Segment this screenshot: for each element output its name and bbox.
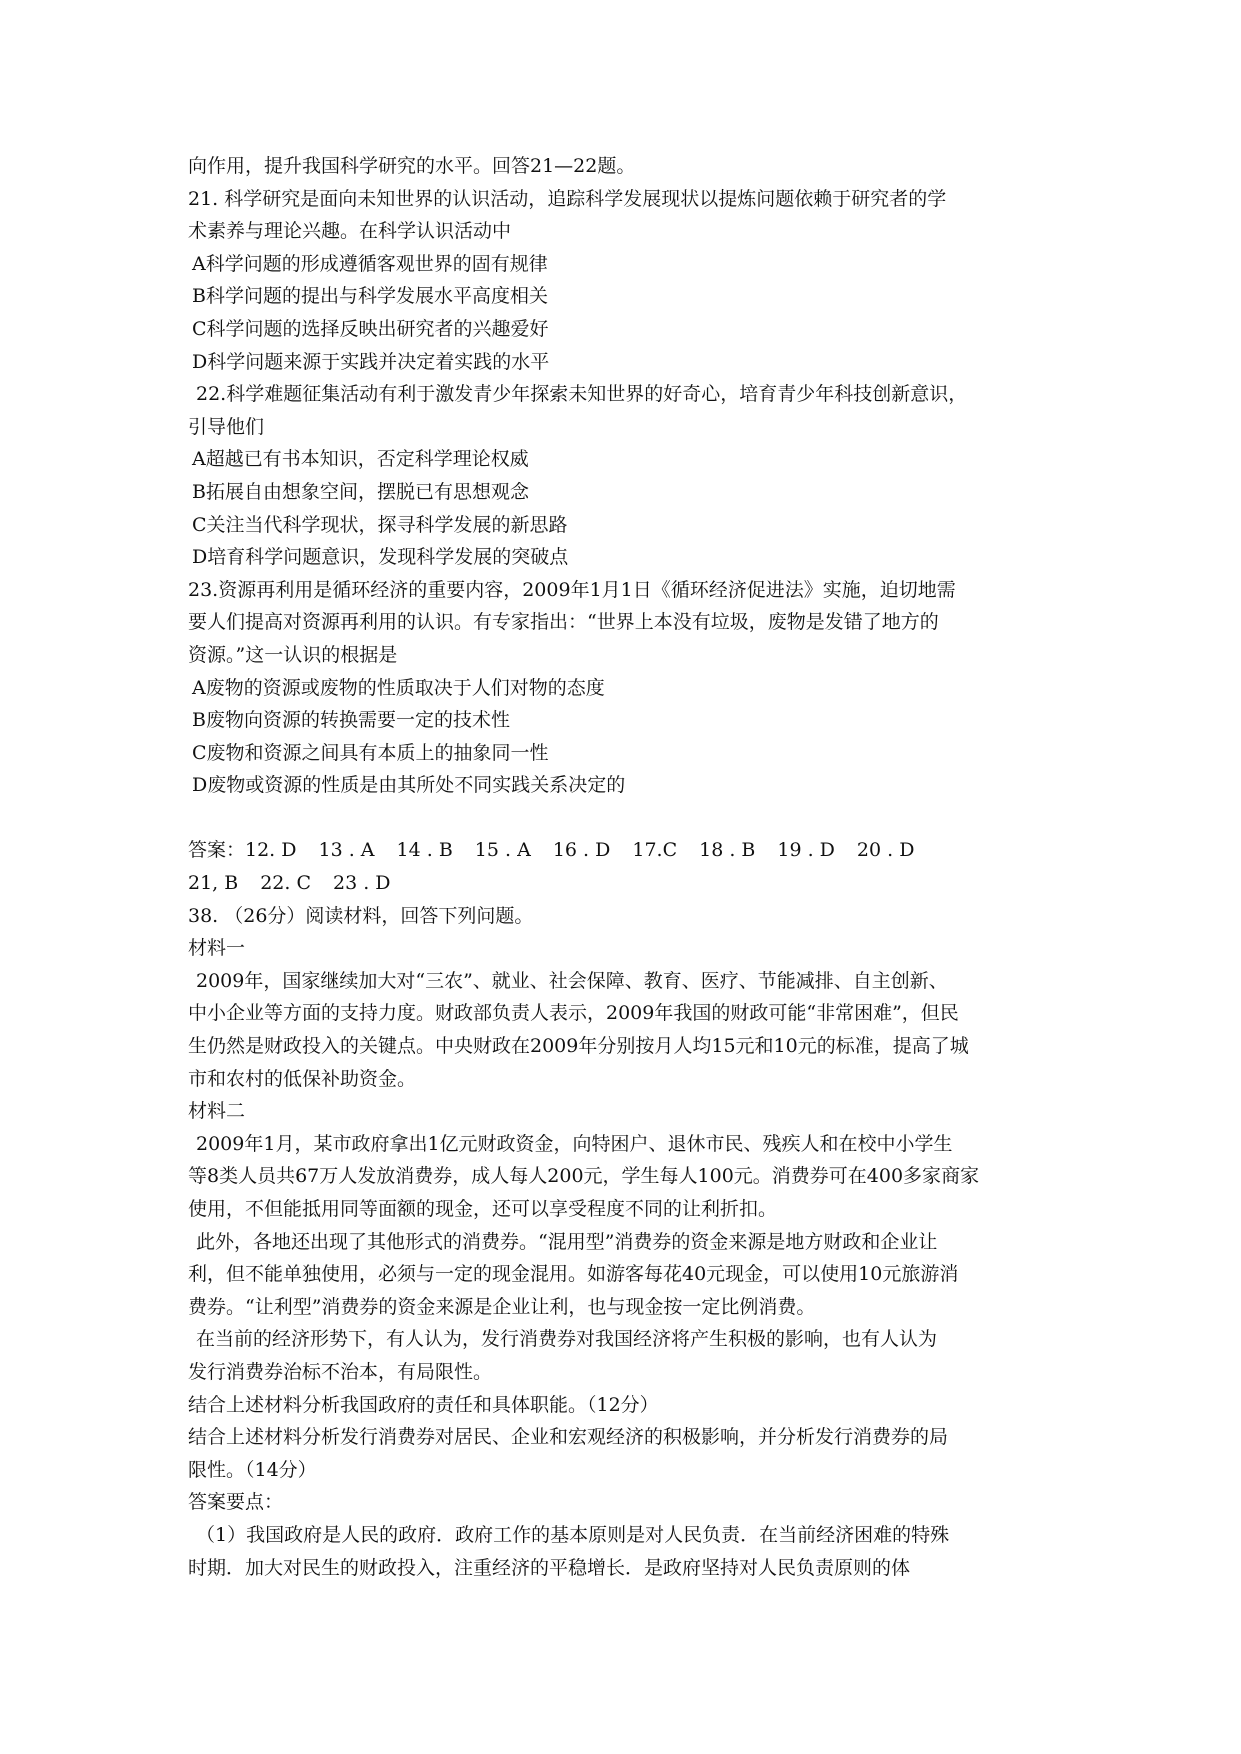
task-line: 结合上述材料分析我国政府的责任和具体职能。（12分） bbox=[188, 1393, 659, 1416]
q21-option-a: A科学问题的形成遵循客观世界的固有规律 bbox=[192, 252, 548, 275]
q22-option-a: A超越已有书本知识，否定科学理论权威 bbox=[192, 448, 529, 471]
material-2-line: 此外，各地还出现了其他形式的消费券。“混用型”消费券的资金来源是地方财政和企业让 bbox=[196, 1230, 938, 1253]
material-2-label: 材料二 bbox=[188, 1100, 246, 1123]
answer-item: 19 . D bbox=[777, 839, 835, 862]
q23-stem-1: 23.资源再利用是循环经济的重要内容，2009年1月1日《循环经济促进法》实施，迫切地需 bbox=[188, 578, 956, 601]
question-38 bbox=[188, 900, 1068, 1584]
q22-option-d: D培育科学问题意识，发现科学发展的突破点 bbox=[192, 546, 569, 569]
material-1-line: 2009年，国家继续加大对“三农”、就业、社会保障、教育、医疗、节能减排、自主创新、 bbox=[196, 969, 948, 992]
q21-option-b: B科学问题的提出与科学发展水平高度相关 bbox=[192, 285, 548, 308]
answer-key-label: 答案要点： bbox=[188, 1491, 284, 1514]
q22-stem-1: 22.科学难题征集活动有利于激发青少年探索未知世界的好奇心，培育青少年科技创新意识， bbox=[196, 383, 968, 406]
document-page bbox=[188, 150, 1068, 1584]
answer-row-2 bbox=[188, 867, 1068, 900]
q22-option-c: C关注当代科学现状，探寻科学发展的新思路 bbox=[192, 513, 568, 536]
answer-item: 17.C bbox=[632, 839, 678, 862]
material-2-line: 使用，不但能抵用同等面额的现金，还可以享受程度不同的让利折扣。 bbox=[188, 1198, 778, 1220]
q21-stem-2: 术素养与理论兴趣。在科学认识活动中 bbox=[188, 220, 512, 243]
answer-item: 答案：12. D bbox=[188, 839, 297, 862]
answer-key-line: （1）我国政府是人民的政府．政府工作的基本原则是对人民负责．在当前经济困难的特殊 bbox=[196, 1523, 950, 1546]
material-2-line: 费券。“让利型”消费券的资金来源是企业让利，也与现金按一定比例消费。 bbox=[188, 1295, 816, 1318]
question-22 bbox=[188, 378, 1068, 574]
answer-item: 20 . D bbox=[856, 839, 915, 862]
intro-line: 向作用，提升我国科学研究的水平。回答21—22题。 bbox=[188, 155, 636, 177]
answer-item: 16 . D bbox=[552, 839, 611, 862]
material-1-label: 材料一 bbox=[188, 937, 246, 960]
material-1-line: 中小企业等方面的支持力度。财政部负责人表示，2009年我国的财政可能“非常困难”，但民 bbox=[188, 1002, 959, 1025]
material-2-line: 发行消费券治标不治本，有局限性。 bbox=[188, 1360, 493, 1383]
q21-stem-1: 21. 科学研究是面向未知世界的认识活动，追踪科学发展现状以提炼问题依赖于研究者的学 bbox=[188, 187, 947, 210]
question-23 bbox=[188, 574, 1068, 802]
answer-item: 13 . A bbox=[318, 839, 375, 862]
task-line: 结合上述材料分析发行消费券对居民、企业和宏观经济的积极影响，并分析发行消费券的局 bbox=[188, 1426, 949, 1449]
q21-option-d: D科学问题来源于实践并决定着实践的水平 bbox=[192, 350, 550, 373]
q21-option-c: C科学问题的选择反映出研究者的兴趣爱好 bbox=[192, 317, 549, 340]
material-2-line: 利，但不能单独使用，必须与一定的现金混用。如游客每花40元现金，可以使用10元旅游消 bbox=[188, 1263, 959, 1286]
material-1-line: 市和农村的低保补助资金。 bbox=[188, 1067, 417, 1090]
answer-item: 23 . D bbox=[333, 872, 391, 895]
q22-stem-2: 引导他们 bbox=[188, 415, 265, 438]
q23-stem-2: 要人们提高对资源再利用的认识。有专家指出：“世界上本没有垃圾，废物是发错了地方的 bbox=[188, 611, 939, 634]
material-2-line: 在当前的经济形势下，有人认为，发行消费券对我国经济将产生积极的影响，也有人认为 bbox=[196, 1328, 938, 1351]
answer-key-line: 时期．加大对民生的财政投入，注重经济的平稳增长．是政府坚持对人民负责原则的体 bbox=[188, 1556, 911, 1579]
q23-option-b: B废物向资源的转换需要一定的技术性 bbox=[192, 709, 510, 732]
answer-item: 21, B bbox=[188, 872, 239, 895]
material-2-line: 2009年1月，某市政府拿出1亿元财政资金，向特困户、退休市民、残疾人和在校中小学生 bbox=[196, 1132, 953, 1155]
q38-title: 38. （26分）阅读材料，回答下列问题。 bbox=[188, 904, 534, 927]
material-1-line: 生仍然是财政投入的关键点。中央财政在2009年分别按月人均15元和10元的标准，提高了城 bbox=[188, 1035, 969, 1058]
task-line: 限性。（14分） bbox=[188, 1458, 317, 1481]
question-21 bbox=[188, 183, 1068, 379]
blank-gap bbox=[188, 802, 1068, 835]
q23-option-c: C废物和资源之间具有本质上的抽象同一性 bbox=[192, 741, 549, 764]
q22-option-b: B拓展自由想象空间，摆脱已有思想观念 bbox=[192, 480, 529, 503]
answer-item: 15 . A bbox=[474, 839, 531, 862]
answer-item: 14 . B bbox=[396, 839, 453, 862]
q23-option-a: A废物的资源或废物的性质取决于人们对物的态度 bbox=[192, 676, 605, 699]
answer-item: 22. C bbox=[260, 872, 312, 895]
material-2-line: 等8类人员共67万人发放消费券，成人每人200元，学生每人100元。消费券可在400多家商家 bbox=[188, 1165, 980, 1188]
answer-key bbox=[188, 834, 1068, 899]
q23-option-d: D废物或资源的性质是由其所处不同实践关系决定的 bbox=[192, 774, 626, 797]
answer-row-1 bbox=[188, 834, 1068, 867]
answer-item: 18 . B bbox=[699, 839, 756, 862]
q23-stem-3: 资源。”这一认识的根据是 bbox=[188, 643, 398, 666]
